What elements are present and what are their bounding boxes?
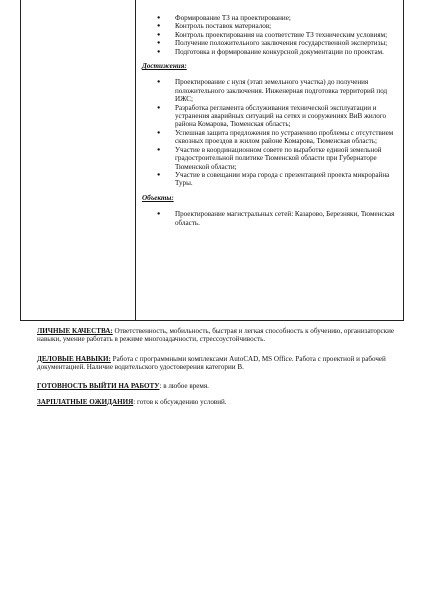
business-skills	[37, 355, 397, 372]
list-item: ● Успешная защита предложения по устранению проблемы с отсутствием сквозных проездов в жилом районе Комарова, Тюменская область;	[142, 129, 398, 146]
salary-text: : готов к обсуждению условий.	[133, 398, 227, 406]
list-item: ● Получение положительного заключения государственной экспертизы;	[142, 39, 398, 47]
achievements-title: Достижения:	[142, 62, 187, 71]
list-item: ● Разработка регламента обслуживания технической эксплуатации и устранения аварийных ситуаций на сетях и сооружениях ВиВ жилого района Комарова, Тюменская область;	[142, 104, 398, 129]
list-item: ● Контроль поставок материалов;	[142, 22, 398, 30]
objects-title: Объекты:	[142, 193, 174, 202]
experience-details-cell	[142, 14, 398, 227]
skills-text: Работа с программными комплексами AutoCAD, MS Office. Работа с проектной и рабочей документацией. Наличие водительского удостоверения категории В.	[37, 355, 386, 372]
ready-label: ГОТОВНОСТЬ ВЫЙТИ НА РАБОТУ	[37, 382, 160, 390]
achievements-list	[142, 78, 398, 187]
experience-table	[20, 0, 404, 321]
salary-label: ЗАРПЛАТНЫЕ ОЖИДАНИЯ	[37, 398, 134, 406]
responsibilities-list	[142, 14, 398, 56]
list-item: ● Подготовка и формирование конкурсной документации по проектам.	[142, 48, 398, 56]
ready-text: : в любое время.	[159, 382, 209, 390]
list-item: ● Формирование ТЗ на проектирование;	[142, 14, 398, 22]
list-item: ● Проектирование с нуля (этап земельного участка) до получения положительного заключения. Инженерная подготовка территорий под ИЖС;	[142, 78, 398, 103]
list-item: ● Участие в совещании мэра города с презентацией проекта микрорайна Туры.	[142, 171, 398, 188]
ready-to-work	[37, 382, 397, 390]
list-item: ● Участие в координационном совете по выработке единой земельной градостроительной политике Тюменской области при Губернаторе Тюменской области;	[142, 146, 398, 171]
salary-expectations	[37, 398, 397, 406]
objects-list	[142, 210, 398, 227]
personal-qualities	[37, 327, 397, 344]
skills-label: ДЕЛОВЫЕ НАВЫКИ:	[37, 355, 111, 363]
personal-text: Ответственность, мобильность, быстрая и легкая способность к обучению, организаторские навыки, умение работать в режиме многозадачности, стрессоустойчивость.	[37, 327, 395, 344]
personal-label: ЛИЧНЫЕ КАЧЕСТВА:	[37, 327, 113, 335]
list-item: ● Проектирование магистральных сетей: Казарово, Березняки, Тюменская область.	[142, 210, 398, 227]
list-item: ● Контроль проектирования на соответствие ТЗ техническим условиям;	[142, 31, 398, 39]
column-divider	[135, 0, 136, 320]
